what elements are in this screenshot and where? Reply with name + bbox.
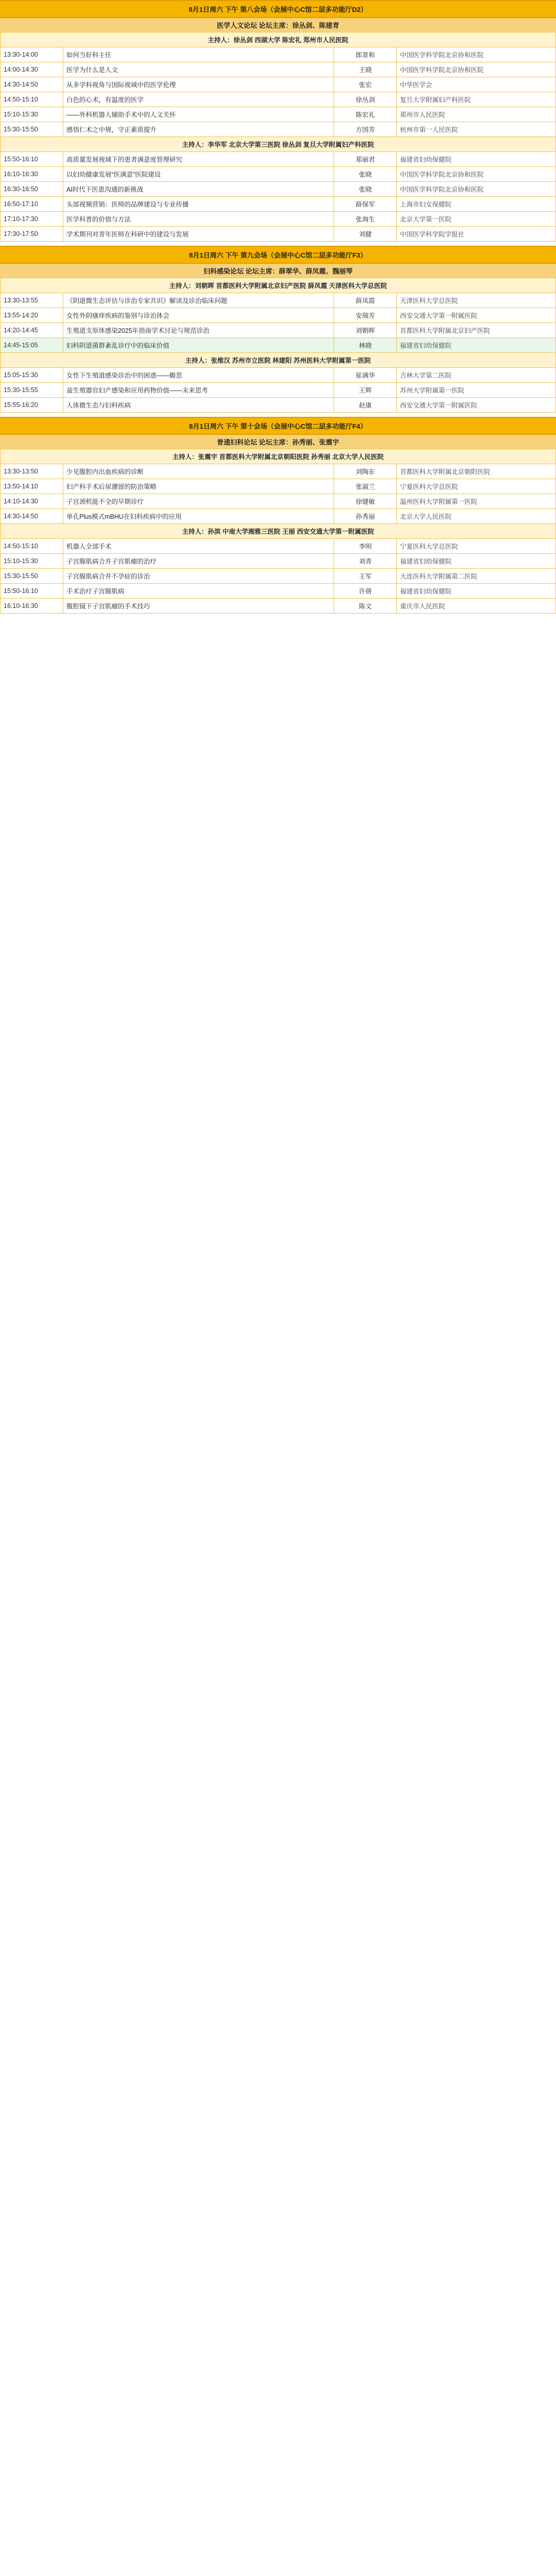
topic-cell: 妇科阴道菌群紊乱诊疗中的临床价值 [63, 338, 334, 353]
chair-row [1, 449, 556, 464]
org-cell: 宁夏医科大学总医院 [396, 539, 555, 554]
time-cell: 14:45-15:05 [1, 338, 63, 353]
org-cell: 大连医科大学附属第二医院 [396, 569, 555, 584]
agenda-row [1, 323, 556, 338]
agenda-row [1, 197, 556, 212]
topic-cell: 子宫腺肌病合并子宫肌瘤的治疗 [63, 554, 334, 569]
topic-cell: 女性外阴瘙痒疾病的鉴别与诊治体会 [63, 308, 334, 323]
chair-text: 主持人：张维汉 苏州市立医院 林建阳 苏州医科大学附属第一医院 [1, 353, 556, 368]
speaker-cell: 许倩 [334, 584, 397, 599]
agenda-page [0, 0, 556, 618]
time-cell: 14:10-14:30 [1, 494, 63, 509]
agenda-row [1, 383, 556, 398]
agenda-row [1, 47, 556, 62]
chair-row [1, 353, 556, 368]
agenda-row [1, 368, 556, 383]
session-band: 8月1日周六 下午 第十会场（会展中心C馆二层多功能厅F4） [0, 417, 556, 435]
speaker-cell: 王晓 [334, 62, 397, 77]
agenda-row [1, 338, 556, 353]
org-cell: 首都医科大学附属北京朝阳医院 [396, 464, 555, 479]
topic-cell: 医学为什么是人文 [63, 62, 334, 77]
speaker-cell: 张晓 [334, 182, 397, 197]
org-cell: 福建省妇幼保健院 [396, 338, 555, 353]
speaker-cell: 薛保军 [334, 197, 397, 212]
org-cell: 中国医学科学院学报社 [396, 227, 555, 242]
time-cell: 15:05-15:30 [1, 368, 63, 383]
org-cell: 北京大学第一医院 [396, 212, 555, 227]
org-cell: 温州医科大学附属第一医院 [396, 494, 555, 509]
topic-cell: 女性下生殖道感染诊治中的困惑——瞻思 [63, 368, 334, 383]
topic-cell: 妇产科手术后尿潴留的防治策略 [63, 479, 334, 494]
topic-cell: 单孔Plus模式mBHU在妇科疾病中的应用 [63, 509, 334, 524]
speaker-cell: 张淑兰 [334, 479, 397, 494]
org-cell: 福建省妇幼保健院 [396, 584, 555, 599]
section-gap [0, 242, 556, 246]
chair-row [1, 524, 556, 539]
org-cell: 重庆市人民医院 [396, 599, 555, 614]
chair-text: 主持人：孙滨 中南大学湘雅三医院 王丽 西安交通大学第一附属医院 [1, 524, 556, 539]
agenda-row [1, 212, 556, 227]
topic-cell: 子宫腺肌病合并不孕症的诊治 [63, 569, 334, 584]
org-cell: 复旦大学附属妇产科医院 [396, 92, 555, 107]
agenda-row [1, 539, 556, 554]
speaker-cell: 刘健 [334, 227, 397, 242]
topic-cell: 学术期刊对青年医师在科研中的建设与发展 [63, 227, 334, 242]
agenda-row [1, 479, 556, 494]
speaker-cell: 王军 [334, 569, 397, 584]
agenda-row [1, 62, 556, 77]
topic-cell: 人体微生态与妇科疾病 [63, 398, 334, 413]
agenda-row [1, 152, 556, 167]
time-cell: 15:10-15:30 [1, 554, 63, 569]
org-cell: 福建省妇幼保健院 [396, 554, 555, 569]
topic-cell: 头部视频营销：医师的品牌建设与专业传播 [63, 197, 334, 212]
org-cell: 郑州市人民医院 [396, 107, 555, 122]
speaker-cell: 张晓 [334, 167, 397, 182]
time-cell: 13:30-13:55 [1, 293, 63, 308]
org-cell: 天津医科大学总医院 [396, 293, 555, 308]
topic-cell: 《阴道微生态评估与诊治专家共识》解读及诊治临床问题 [63, 293, 334, 308]
topic-cell: ——外科机器人辅助手术中的人文关怀 [63, 107, 334, 122]
topic-cell: 生殖道支原体感染2025年指南学术讨论与规范诊治 [63, 323, 334, 338]
speaker-cell: 张宏 [334, 77, 397, 92]
speaker-cell: 陈文 [334, 599, 397, 614]
time-cell: 13:30-14:00 [1, 47, 63, 62]
agenda-row [1, 107, 556, 122]
topic-cell: 医学科普的价值与方法 [63, 212, 334, 227]
org-cell: 中国医学科学院北京协和医院 [396, 167, 555, 182]
org-cell: 中华医学会 [396, 77, 555, 92]
time-cell: 14:30-14:50 [1, 77, 63, 92]
agenda-row [1, 494, 556, 509]
topic-cell: AI时代下医患沟通的新挑战 [63, 182, 334, 197]
topic-cell: 腹腔镜下子宫肌瘤的手术技巧 [63, 599, 334, 614]
speaker-cell: 赵康 [334, 398, 397, 413]
chair-row [1, 32, 556, 47]
agenda-row [1, 92, 556, 107]
org-cell: 西安交通大学第一附属医院 [396, 308, 555, 323]
speaker-cell: 薛凤霞 [334, 293, 397, 308]
forum-title: 妇科感染论坛 论坛主席：薛翠华、薛凤霞、魏丽琴 [0, 264, 556, 278]
time-cell: 13:50-14:10 [1, 479, 63, 494]
time-cell: 16:10-16:30 [1, 599, 63, 614]
topic-cell: 感悟仁术之中规，守正素质提升 [63, 122, 334, 137]
speaker-cell: 崔满华 [334, 368, 397, 383]
agenda-row [1, 122, 556, 137]
time-cell: 15:30-15:50 [1, 569, 63, 584]
speaker-cell: 刘陶东 [334, 464, 397, 479]
time-cell: 14:30-14:50 [1, 509, 63, 524]
org-cell: 中国医学科学院北京协和医院 [396, 182, 555, 197]
time-cell: 14:50-15:10 [1, 539, 63, 554]
topic-cell: 从多学科视角与国际视域中的医学伦理 [63, 77, 334, 92]
time-cell: 16:30-16:50 [1, 182, 63, 197]
forum-title: 普通妇科论坛 论坛主席：孙秀丽、张震宇 [0, 435, 556, 449]
topic-cell: 高质量发展视域下的患者满意度管理研究 [63, 152, 334, 167]
topic-cell: 盆生殖器官妇产感染和应用药物价值——未来思考 [63, 383, 334, 398]
chair-text: 主持人：李华军 北京大学第三医院 徐丛剑 复旦大学附属妇产科医院 [1, 137, 556, 152]
agenda-row [1, 77, 556, 92]
speaker-cell: 徐丛剑 [334, 92, 397, 107]
speaker-cell: 王辉 [334, 383, 397, 398]
topic-cell: 白色的心术，有温度的医学 [63, 92, 334, 107]
org-cell: 北京大学人民医院 [396, 509, 555, 524]
speaker-cell: 徐键敏 [334, 494, 397, 509]
topic-cell: 如何当好科主任 [63, 47, 334, 62]
forum-title: 医学人文论坛 论坛主席：徐丛剑、陈建青 [0, 18, 556, 32]
chair-text: 主持人：刘朝晖 首都医科大学附属北京妇产医院 薛凤霞 天津医科大学总医院 [1, 278, 556, 293]
org-cell: 苏州大学附属第一医院 [396, 383, 555, 398]
time-cell: 14:50-15:10 [1, 92, 63, 107]
time-cell: 17:10-17:30 [1, 212, 63, 227]
time-cell: 16:50-17:10 [1, 197, 63, 212]
agenda-row [1, 599, 556, 614]
agenda-row [1, 554, 556, 569]
speaker-cell: 安瑞芳 [334, 308, 397, 323]
chair-row [1, 278, 556, 293]
org-cell: 杭州市第一人民医院 [396, 122, 555, 137]
time-cell: 15:10-15:30 [1, 107, 63, 122]
topic-cell: 手术治疗子宫腺肌病 [63, 584, 334, 599]
agenda-row [1, 398, 556, 413]
topic-cell: 机器人全部手术 [63, 539, 334, 554]
speaker-cell: 张海生 [334, 212, 397, 227]
topic-cell: 以妇幼健康发展“医满意”医院建设 [63, 167, 334, 182]
agenda-row [1, 227, 556, 242]
org-cell: 西安交通大学第一附属医院 [396, 398, 555, 413]
sections [0, 0, 556, 618]
org-cell: 宁夏医科大学总医院 [396, 479, 555, 494]
chair-row [1, 137, 556, 152]
agenda-row [1, 167, 556, 182]
session-band: 8月1日周六 下午 第八会场（会展中心C馆二层多功能厅D2） [0, 0, 556, 18]
speaker-cell: 郎景和 [334, 47, 397, 62]
time-cell: 15:30-15:50 [1, 122, 63, 137]
speaker-cell: 孙秀丽 [334, 509, 397, 524]
speaker-cell: 郑丽君 [334, 152, 397, 167]
agenda-row [1, 182, 556, 197]
section-gap [0, 614, 556, 618]
time-cell: 14:00-14:30 [1, 62, 63, 77]
chair-text: 主持人：徐丛剑 西湖大学 陈宏礼 郑州市人民医院 [1, 32, 556, 47]
time-cell: 13:55-14:20 [1, 308, 63, 323]
time-cell: 15:55-16:20 [1, 398, 63, 413]
org-cell: 福建省妇幼保健院 [396, 152, 555, 167]
time-cell: 16:10-16:30 [1, 167, 63, 182]
agenda-table [0, 32, 556, 242]
speaker-cell: 刘朝晖 [334, 323, 397, 338]
speaker-cell: 陈宏礼 [334, 107, 397, 122]
topic-cell: 子宫颈机能不全的早期诊疗 [63, 494, 334, 509]
time-cell: 15:50-16:10 [1, 152, 63, 167]
chair-text: 主持人：张震宇 首都医科大学附属北京朝阳医院 孙秀丽 北京大学人民医院 [1, 449, 556, 464]
session-band: 8月1日周六 下午 第九会场（会展中心C馆二层多功能厅F3） [0, 246, 556, 264]
org-cell: 中国医学科学院北京协和医院 [396, 62, 555, 77]
speaker-cell: 刘青 [334, 554, 397, 569]
agenda-table [0, 449, 556, 614]
agenda-row [1, 464, 556, 479]
agenda-row [1, 509, 556, 524]
org-cell: 吉林大学第二医院 [396, 368, 555, 383]
org-cell: 上海市妇女保健院 [396, 197, 555, 212]
agenda-row [1, 584, 556, 599]
time-cell: 17:30-17:50 [1, 227, 63, 242]
time-cell: 14:20-14:45 [1, 323, 63, 338]
time-cell: 13:30-13:50 [1, 464, 63, 479]
speaker-cell: 方国芳 [334, 122, 397, 137]
time-cell: 15:50-16:10 [1, 584, 63, 599]
agenda-row [1, 293, 556, 308]
topic-cell: 少见腹腔内出血疾病的诊断 [63, 464, 334, 479]
agenda-row [1, 308, 556, 323]
agenda-table [0, 278, 556, 413]
time-cell: 15:30-15:55 [1, 383, 63, 398]
speaker-cell: 林晓 [334, 338, 397, 353]
agenda-row [1, 569, 556, 584]
section-gap [0, 413, 556, 417]
speaker-cell: 李明 [334, 539, 397, 554]
org-cell: 中国医学科学院北京协和医院 [396, 47, 555, 62]
org-cell: 首都医科大学附属北京妇产医院 [396, 323, 555, 338]
